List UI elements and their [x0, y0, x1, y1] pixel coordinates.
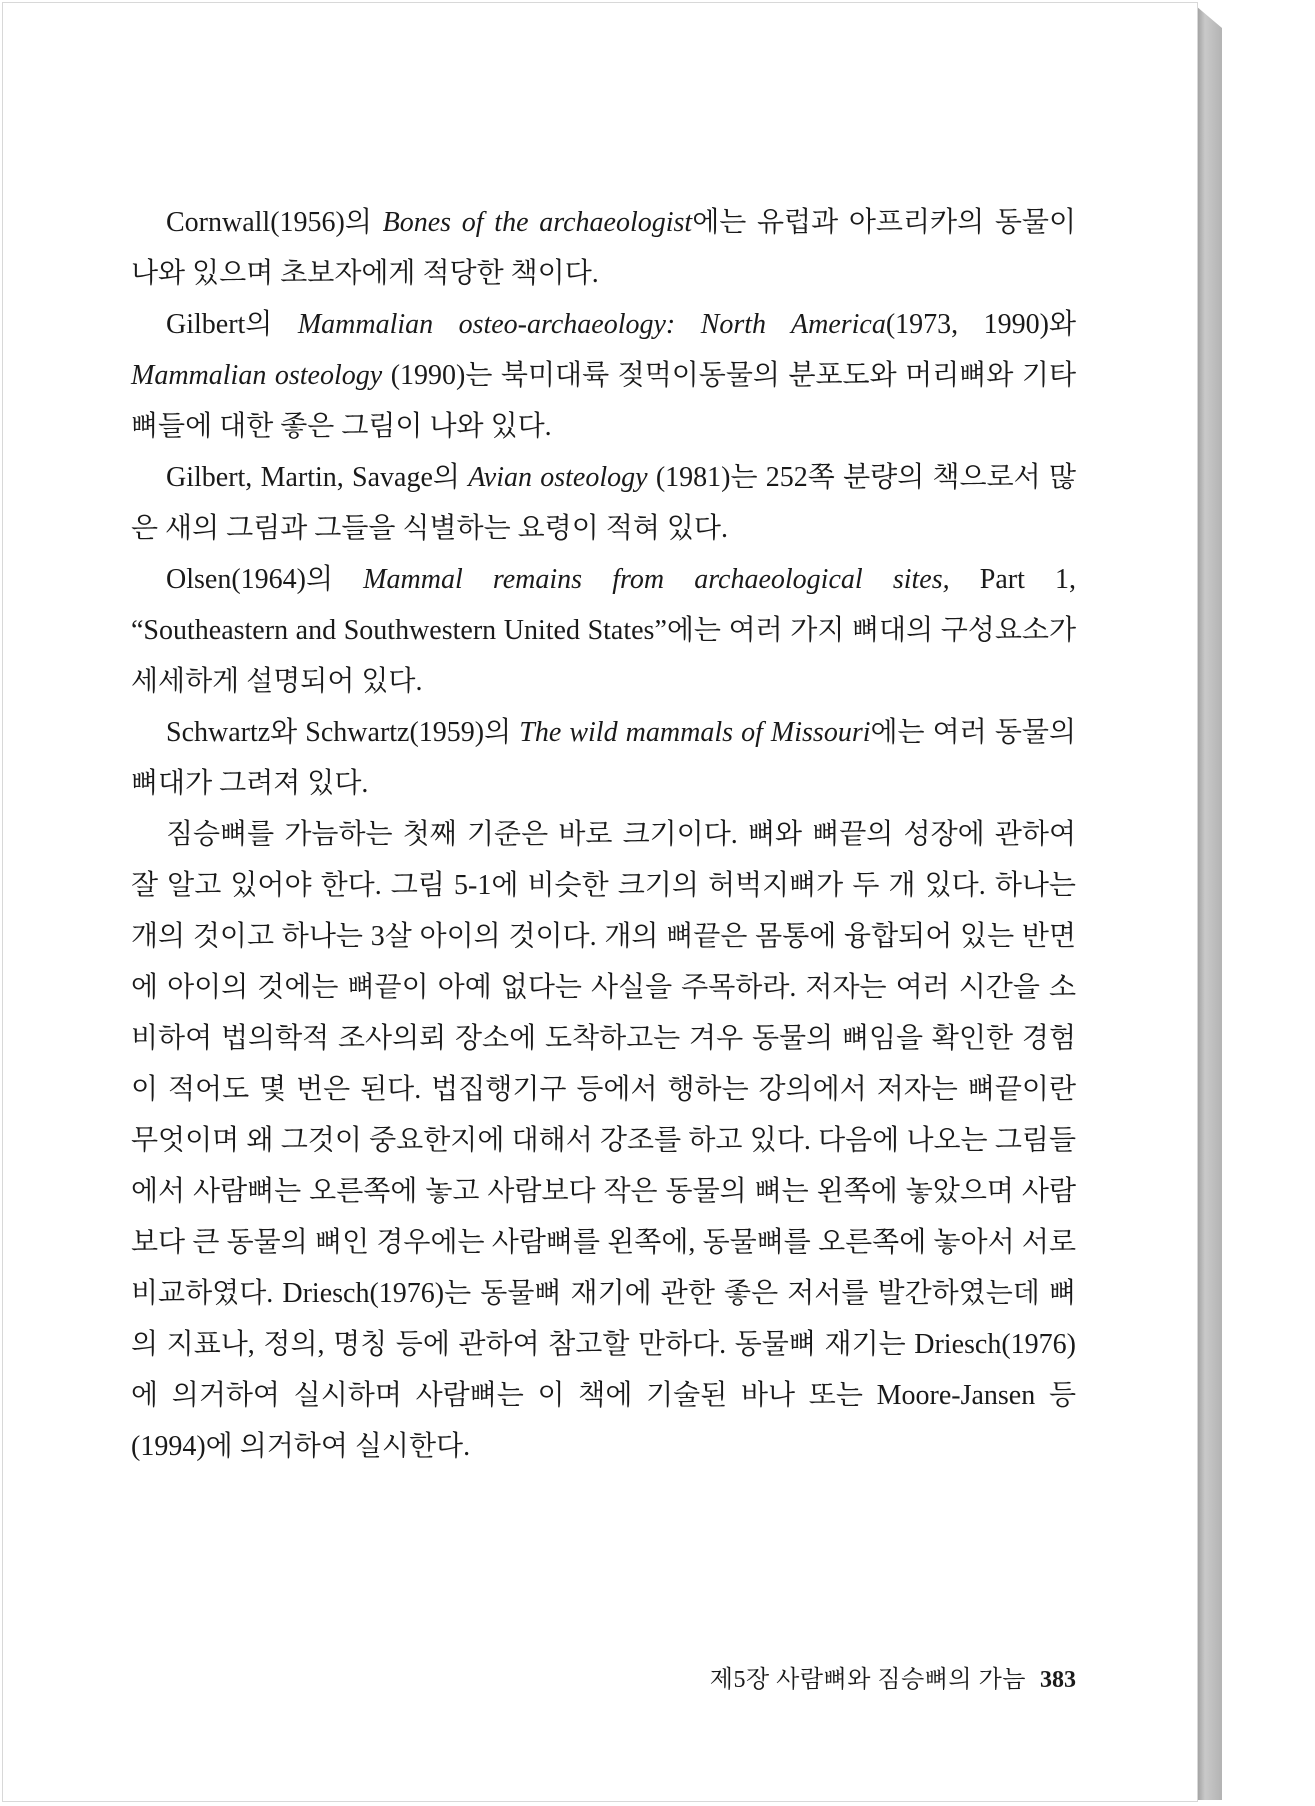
page-edge-shadow: [1196, 6, 1222, 1800]
paragraph: [131, 707, 1076, 809]
text-run: Gilbert, Martin, Savage의: [166, 462, 469, 493]
page-number: 383: [1040, 1667, 1076, 1693]
text-run: Gilbert의: [166, 309, 298, 340]
text-run: (1973, 1990)와: [885, 309, 1077, 340]
paragraph: [131, 299, 1076, 452]
book-title: The wild mammals of Missouri: [519, 717, 871, 748]
book-page: [2, 2, 1198, 1802]
text-run: Olsen(1964)의: [166, 564, 364, 595]
book-title: Mammalian osteo-archaeology: North America: [297, 309, 886, 340]
book-title: Avian osteology: [468, 462, 648, 493]
paragraph: [131, 554, 1076, 707]
running-footer: [563, 1659, 1076, 1694]
text-run: Schwartz와 Schwartz(1959)의: [166, 717, 520, 748]
text-run: (1981)는 252쪽 분량의 책으로서 많은 새의 그림과 그들을 식별하는 요령이 적혀 있다.: [131, 462, 1077, 544]
text-run: (1990)는 북미대륙 젖먹이동물의 분포도와 머리뼈와 기타 뼈들에 대한 좋은 그림이 나와 있다.: [131, 360, 1076, 442]
text-run: 에는 유럽과 아프리카의 동물이 나와 있으며 초보자에게 적당한 책이다.: [131, 207, 1076, 289]
chapter-title: 제5장 사람뼈와 짐승뼈의 가늠: [709, 1667, 1026, 1693]
paragraph: [131, 452, 1076, 554]
book-title: Mammal remains from archaeological sites,: [363, 564, 950, 595]
body-text: [131, 197, 1076, 1472]
paragraph: [131, 809, 1076, 1472]
book-title: Bones of the archaeologist: [382, 207, 693, 238]
text-run: Cornwall(1956)의: [166, 207, 383, 238]
paragraph: [131, 197, 1076, 299]
text-run: Part 1, “Southeastern and Southwestern United States”에는 여러 가지 뼈대의 구성요소가 세세하게 설명되어 있다.: [131, 564, 1077, 697]
text-run: 짐승뼈를 가늠하는 첫째 기준은 바로 크기이다. 뼈와 뼈끝의 성장에 관하여 잘 알고 있어야 한다. 그림 5-1에 비슷한 크기의 허벅지뼈가 두 개 있다. 하나는 개의 것이고 하나는 3살 아이의 것이다. 개의 뼈끝은 몸통에 융합되어 있는 반면에 아이의 것에는 뼈끝이 아예 없다는 사실을 주목하라. 저자는 여러 시간을 소비하여 법의학적 조사의뢰 장소에 도착하고는 겨우 동물의 뼈임을 확인한 경험이 적어도 몇 번은 된다. 법집행기구 등에서 행하는 강의에서 저자는 뼈끝이란 무엇이며 왜 그것이 중요한지에 대해서 강조를 하고 있다. 다음에 나오는 그림들에서 사람뼈는 오른쪽에 놓고 사람보다 작은 동물의 뼈는 왼쪽에 놓았으며 사람보다 큰 동물의 뼈인 경우에는 사람뼈를 왼쪽에, 동물뼈를 오른쪽에 놓아서 서로 비교하였다. Driesch(1976)는 동물뼈 재기에 관한 좋은 저서를 발간하였는데 뼈의 지표나, 정의, 명칭 등에 관하여 참고할 만하다. 동물뼈 재기는 Driesch(1976)에 의거하여 실시하며 사람뼈는 이 책에 기술된 바나 또는 Moore-Jansen 등(1994)에 의거하여 실시한다.: [131, 819, 1076, 1462]
book-title: Mammalian osteology: [131, 360, 383, 391]
text-run: 에는 여러 동물의 뼈대가 그려져 있다.: [131, 717, 1076, 799]
